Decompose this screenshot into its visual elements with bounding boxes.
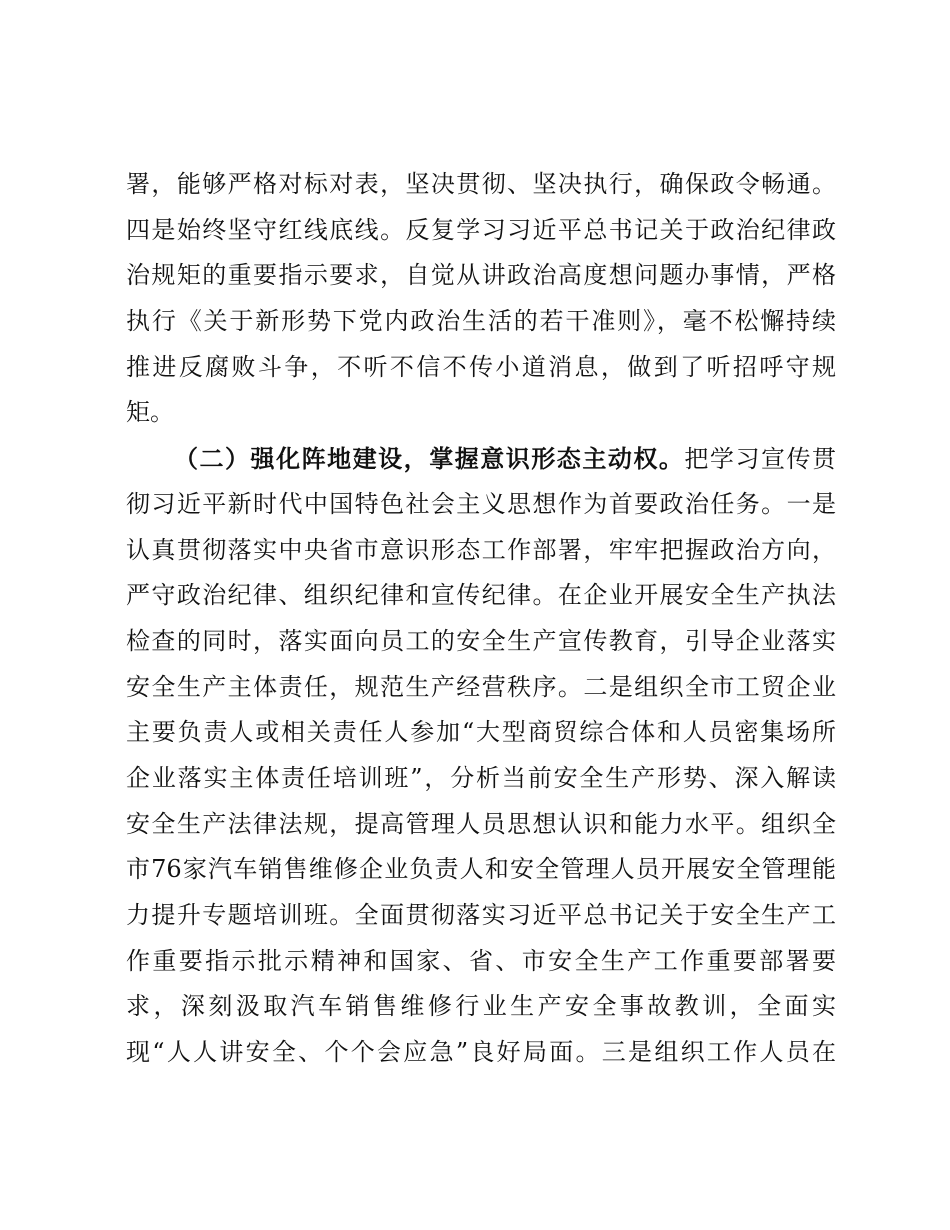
text-line: 推进反腐败斗争，不听不信不传小道消息，做到了听招呼守规 xyxy=(126,352,836,381)
text-line: 作重要指示批示精神和国家、省、市安全生产工作重要部署要 xyxy=(126,946,836,975)
section-heading-line xyxy=(126,436,836,482)
section-heading-continuation: 把学习宣传贯 xyxy=(684,445,837,474)
text-line: 彻习近平新时代中国特色社会主义思想作为首要政治任务。一是 xyxy=(126,489,836,518)
text-line: 检查的同时，落实面向员工的安全生产宣传教育，引导企业落实 xyxy=(126,626,836,655)
text-line: 市76家汽车销售维修企业负责人和安全管理人员开展安全管理能 xyxy=(126,855,836,884)
text-line: 严守政治纪律、组织纪律和宣传纪律。在企业开展安全生产执法 xyxy=(126,581,836,610)
text-line: 安全生产主体责任，规范生产经营秩序。二是组织全市工贸企业 xyxy=(126,672,836,701)
section-heading: （二）强化阵地建设，掌握意识形态主动权。 xyxy=(174,444,685,474)
text-line: 矩。 xyxy=(126,398,174,427)
text-line: 现“人人讲安全、个个会应急”良好局面。三是组织工作人员在 xyxy=(126,1038,836,1067)
text-line: 主要负责人或相关责任人参加“大型商贸综合体和人员密集场所 xyxy=(126,718,836,747)
text-line: 署，能够严格对标对表，坚决贯彻、坚决执行，确保政令畅通。 xyxy=(126,170,836,198)
text-line: 四是始终坚守红线底线。反复学习习近平总书记关于政治纪律政 xyxy=(126,215,836,244)
text-line: 企业落实主体责任培训班”，分析当前安全生产形势、深入解读 xyxy=(126,763,836,792)
text-line: 力提升专题培训班。全面贯彻落实习近平总书记关于安全生产工 xyxy=(126,901,836,929)
text-line: 治规矩的重要指示要求，自觉从讲政治高度想问题办事情，严格 xyxy=(126,261,836,290)
text-line: 求，深刻汲取汽车销售维修行业生产安全事故教训，全面实 xyxy=(126,992,836,1021)
document-body xyxy=(126,162,836,1076)
text-line: 安全生产法律法规，提高管理人员思想认识和能力水平。组织全 xyxy=(126,809,836,838)
text-line: 认真贯彻落实中央省市意识形态工作部署，牢牢把握政治方向， xyxy=(126,535,836,564)
text-line: 执行《关于新形势下党内政治生活的若干准则》，毫不松懈持续 xyxy=(126,307,836,336)
